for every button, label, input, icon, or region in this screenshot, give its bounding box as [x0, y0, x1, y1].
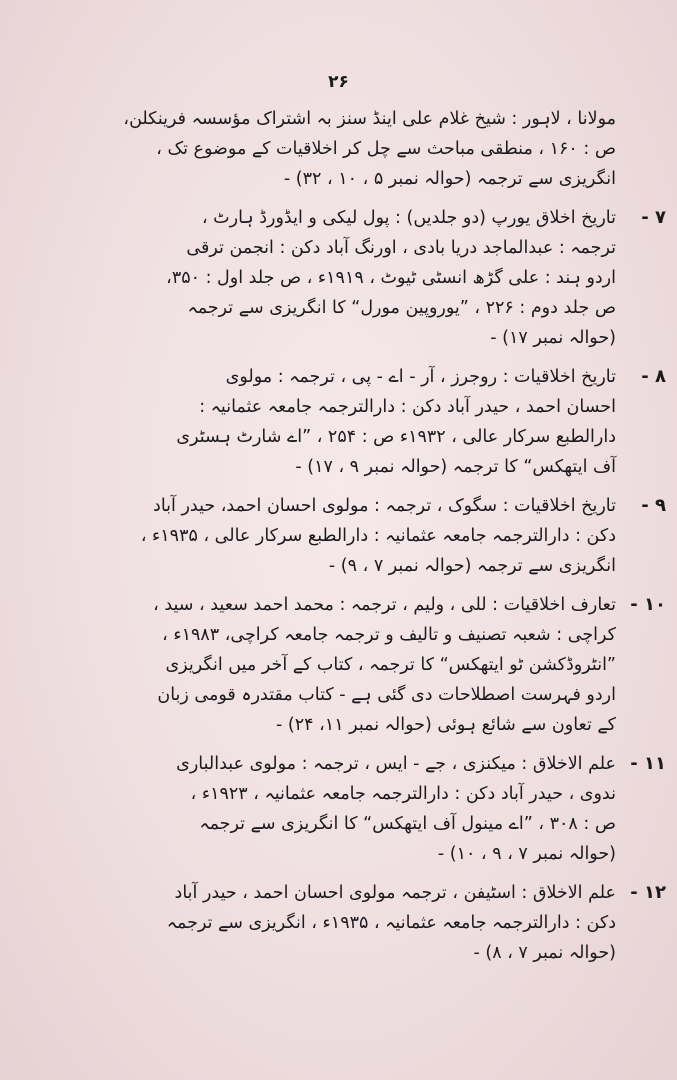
text-line: تعارف اخلاقیات : للی ، ولیم ، ترجمہ : محمد احمد سعید ، سید ،	[153, 595, 616, 615]
bibliography-entry	[78, 362, 666, 482]
text-line: ص : ۱۶۰ ، منطقی مباحث سے چل کر اخلاقیات کے موضوع تک ،	[156, 139, 616, 159]
text-line: انگریزی سے ترجمہ (حوالہ نمبر ۵ ، ۱۰ ، ۳۲) -	[283, 169, 616, 189]
text-line: کراچی : شعبہ تصنیف و تالیف و ترجمہ جامعہ کراچی، ۱۹۸۳ء ،	[162, 625, 616, 645]
text-line: تاریخ اخلاقیات : سگوک ، ترجمہ : مولوی احسان احمد، حیدر آباد	[153, 496, 616, 516]
text-line: ”انٹروڈکشن ٹو ایتھکس“ کا ترجمہ ، کتاب کے آخر میں انگریزی	[165, 655, 616, 675]
bibliography-entry	[78, 203, 666, 353]
text-line: دارالطبع سرکار عالی ، ۱۹۳۲ء ص : ۲۵۴ ، ”اے شارٹ ہسٹری	[176, 427, 616, 447]
bibliography-entry	[78, 878, 666, 968]
text-line: کے تعاون سے شائع ہوئی (حوالہ نمبر ۱۱، ۲۴) -	[276, 715, 616, 735]
bibliography-text	[78, 104, 666, 977]
entry-number: ۷ -	[624, 203, 666, 233]
text-line: دکن : دارالترجمہ جامعہ عثمانیہ ، ۱۹۳۵ء ، انگریزی سے ترجمہ	[166, 913, 616, 933]
text-line: تاریخ اخلاقیات : روجرز ، آر - اے - پی ، ترجمہ : مولوی	[225, 367, 616, 387]
entry-number: ۹ -	[624, 491, 666, 521]
entry-number: ۱۱ -	[624, 749, 666, 779]
text-line: (حوالہ نمبر ۷ ، ۸) -	[473, 943, 616, 963]
text-line: علم الاخلاق : اسٹیفن ، ترجمہ مولوی احسان احمد ، حیدر آباد	[174, 883, 616, 903]
text-line: علم الاخلاق : میکنزی ، جے - ایس ، ترجمہ : مولوی عبدالباری	[176, 754, 616, 774]
entry-number: ۱۰ -	[624, 590, 666, 620]
text-line: (حوالہ نمبر ۷ ، ۹ ، ۱۰) -	[437, 844, 616, 864]
text-line: (حوالہ نمبر ۱۷) -	[490, 328, 616, 348]
text-line: آف ایتھکس“ کا ترجمہ (حوالہ نمبر ۹ ، ۱۷) -	[295, 457, 616, 477]
text-line: اردو فہرست اصطلاحات دی گئی ہے - کتاب مقتدرہ قومی زبان	[157, 685, 616, 705]
entry-number: ۱۲ -	[624, 878, 666, 908]
text-line: تاریخ اخلاق یورپ (دو جلدیں) : پول لیکی و ایڈورڈ ہارٹ ،	[201, 208, 616, 228]
page-number: ۲۶	[328, 72, 349, 92]
text-line: احسان احمد ، حیدر آباد دکن : دارالترجمہ جامعہ عثمانیہ :	[199, 397, 616, 417]
text-line: ص جلد دوم : ۲۲۶ ، ”یوروپین مورل“ کا انگریزی سے ترجمہ	[187, 298, 616, 318]
bibliography-entry	[78, 491, 666, 581]
text-line: دکن : دارالترجمہ جامعہ عثمانیہ : دارالطبع سرکار عالی ، ۱۹۳۵ء ،	[140, 526, 616, 546]
text-line: مولانا ، لاہور : شیخ غلام علی اینڈ سنز بہ اشتراک مؤسسہ فرینکلن،	[123, 109, 616, 129]
bibliography-entry	[78, 590, 666, 740]
text-line: ترجمہ : عبدالماجد دریا بادی ، اورنگ آباد دکن : انجمن ترقی	[186, 238, 616, 258]
bibliography-entry	[78, 749, 666, 869]
text-line: ندوی ، حیدر آباد دکن : دارالترجمہ جامعہ عثمانیہ ، ۱۹۲۳ء ،	[190, 784, 616, 804]
text-line: ص : ۳۰۸ ، ”اے مینول آف ایتھکس“ کا انگریزی سے ترجمہ	[199, 814, 616, 834]
text-line: انگریزی سے ترجمہ (حوالہ نمبر ۷ ، ۹) -	[328, 556, 616, 576]
continued-entry	[78, 104, 618, 194]
entry-number: ۸ -	[624, 362, 666, 392]
text-line: اردو ہند : علی گڑھ انسٹی ٹیوٹ ، ۱۹۱۹ء ، ص جلد اول : ۳۵۰،	[166, 268, 616, 288]
